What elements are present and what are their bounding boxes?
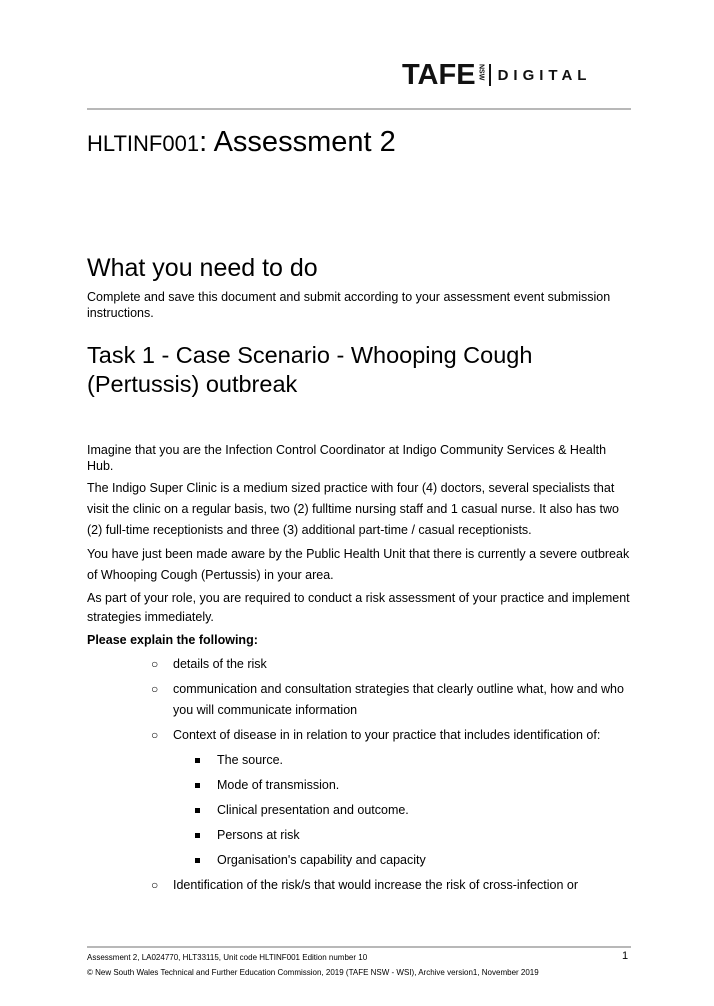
intro-paragraph: Complete and save this document and submit according to your assessment event submission instructions. — [87, 290, 611, 320]
square-bullet — [195, 833, 200, 838]
outbreak-paragraph: You have just been made aware by the Public Health Unit that there is currently a severe outbreak of Whooping Cough (Pertussis) in your area. — [87, 547, 630, 582]
square-bullet — [195, 858, 200, 863]
sublist-item — [195, 750, 632, 771]
list-item — [151, 725, 632, 871]
tafe-nsw-digital-logo — [402, 60, 591, 90]
logo-nsw-text: NSW — [477, 64, 485, 81]
sublist-item — [195, 775, 632, 796]
sublist-item-text: Persons at risk — [217, 828, 300, 842]
square-bullet — [195, 783, 200, 788]
requirements-list — [87, 654, 632, 896]
sublist-item-text: The source. — [217, 753, 284, 767]
list-item-text: Context of disease in in relation to your practice that includes identification of: — [173, 728, 601, 742]
role-paragraph: As part of your role, you are required to conduct a risk assessment of your practice and implement strategies immediately. — [87, 591, 630, 624]
sublist-item — [195, 825, 632, 846]
page-title — [87, 126, 396, 159]
circle-bullet: ○ — [151, 878, 159, 892]
square-bullet — [195, 758, 200, 763]
task-body — [87, 442, 632, 900]
footer-rule — [87, 946, 631, 948]
square-bullet — [195, 808, 200, 813]
circle-bullet: ○ — [151, 728, 159, 742]
sublist-item-text: Organisation's capability and capacity — [217, 853, 426, 867]
sublist-item — [195, 850, 632, 871]
task-heading: Task 1 - Case Scenario - Whooping Cough (Pertussis) outbreak — [87, 342, 533, 397]
list-item-text: details of the risk — [173, 657, 267, 671]
footer-document-info: Assessment 2, LA024770, HLT33115, Unit code HLTINF001 Edition number 10 — [87, 953, 368, 962]
unit-code: HLTINF001 — [87, 131, 200, 156]
list-item — [151, 875, 632, 896]
circle-bullet: ○ — [151, 682, 159, 696]
circle-bullet: ○ — [151, 657, 159, 671]
context-sublist — [173, 750, 632, 871]
scenario-paragraph: Imagine that you are the Infection Control Coordinator at Indigo Community Services & Health Hub. — [87, 443, 607, 473]
assessment-title: : Assessment 2 — [199, 126, 396, 158]
logo-tafe-text: TAFE — [402, 59, 476, 91]
list-item — [151, 679, 632, 721]
list-item-text: Identification of the risk/s that would increase the risk of cross-infection or — [173, 878, 579, 892]
logo-divider — [489, 64, 491, 86]
section-heading: What you need to do — [87, 254, 318, 282]
sublist-item-text: Clinical presentation and outcome. — [217, 803, 409, 817]
sublist-item-text: Mode of transmission. — [217, 778, 340, 792]
list-item-text: communication and consultation strategies that clearly outline what, how and who you will communicate information — [173, 682, 624, 717]
instructions-label: Please explain the following: — [87, 633, 258, 647]
footer-copyright: © New South Wales Technical and Further Education Commission, 2019 (TAFE NSW - WSI), Archive version1, November 2019 — [87, 968, 539, 977]
clinic-paragraph: The Indigo Super Clinic is a medium sized practice with four (4) doctors, several specialists that visit the clinic on a regular basis, two (2) fulltime nursing staff and 1 casual nurse. It also has two (2) full-time receptionists and three (3) additional part-time / casual receptionists. — [87, 481, 619, 537]
header-rule — [87, 108, 631, 110]
list-item — [151, 654, 632, 675]
page-number: 1 — [622, 950, 629, 962]
logo-digital-text: DIGITAL — [497, 66, 592, 84]
sublist-item — [195, 800, 632, 821]
